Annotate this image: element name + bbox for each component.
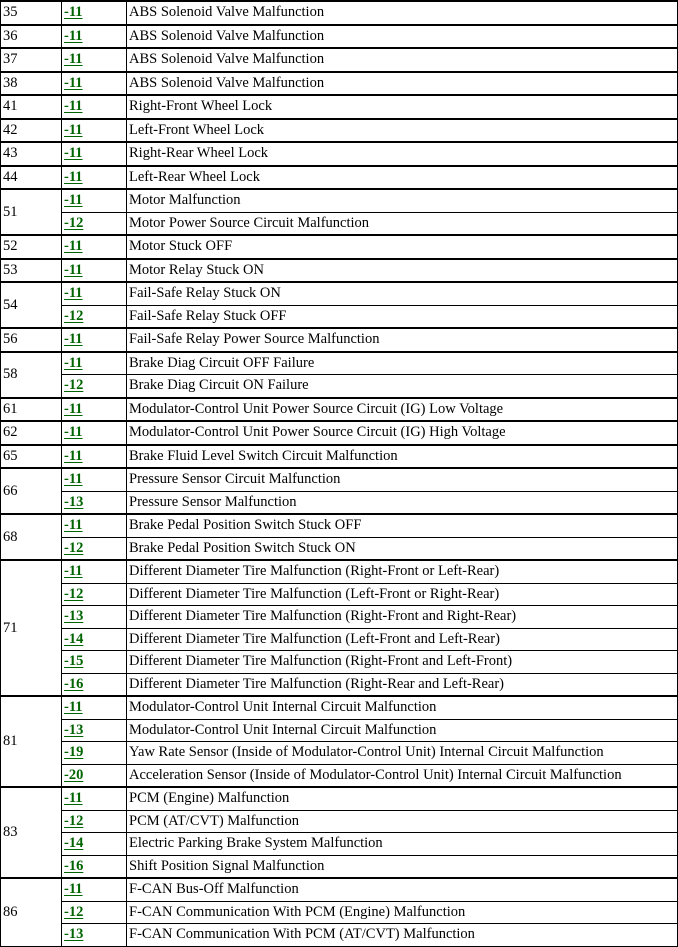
dtc-main-code: 71 <box>1 560 62 696</box>
dtc-group <box>1 235 678 259</box>
dtc-description: Right-Front Wheel Lock <box>127 95 678 119</box>
dtc-subcode-link[interactable]: -11 <box>64 261 83 278</box>
dtc-main-code: 35 <box>1 1 62 25</box>
table-row <box>1 282 678 305</box>
table-row <box>1 398 678 422</box>
dtc-main-code: 38 <box>1 72 62 96</box>
table-row <box>1 468 678 491</box>
dtc-description: Motor Relay Stuck ON <box>127 259 678 283</box>
dtc-subcode-link[interactable]: -11 <box>64 563 83 580</box>
dtc-group <box>1 259 678 283</box>
table-row <box>1 445 678 469</box>
dtc-subcode-link[interactable]: -12 <box>64 214 84 231</box>
dtc-description: Right-Rear Wheel Lock <box>127 142 678 166</box>
dtc-group <box>1 514 678 560</box>
dtc-subcode-link[interactable]: -11 <box>64 517 83 534</box>
dtc-subcode-link[interactable]: -13 <box>64 493 84 510</box>
dtc-description: PCM (AT/CVT) Malfunction <box>127 810 678 833</box>
dtc-main-code: 43 <box>1 142 62 166</box>
dtc-description: ABS Solenoid Valve Malfunction <box>127 1 678 25</box>
dtc-group <box>1 95 678 119</box>
dtc-subcode-link[interactable]: -11 <box>64 471 83 488</box>
dtc-subcode-cell <box>62 25 127 49</box>
table-row <box>1 855 678 878</box>
dtc-group <box>1 189 678 235</box>
table-row <box>1 742 678 765</box>
dtc-description: Fail-Safe Relay Power Source Malfunction <box>127 328 678 352</box>
dtc-main-code: 65 <box>1 445 62 469</box>
dtc-subcode-link[interactable]: -12 <box>64 377 84 394</box>
dtc-subcode-link[interactable]: -11 <box>64 400 83 417</box>
table-row <box>1 583 678 606</box>
dtc-main-code: 37 <box>1 48 62 72</box>
table-row <box>1 259 678 283</box>
dtc-subcode-link[interactable]: -13 <box>64 926 84 943</box>
dtc-subcode-cell <box>62 328 127 352</box>
dtc-group <box>1 696 678 787</box>
dtc-description: PCM (Engine) Malfunction <box>127 787 678 810</box>
dtc-description: ABS Solenoid Valve Malfunction <box>127 25 678 49</box>
dtc-description: Acceleration Sensor (Inside of Modulator-Control Unit) Internal Circuit Malfunction <box>127 764 678 787</box>
table-row <box>1 787 678 810</box>
dtc-subcode-link[interactable]: -11 <box>64 4 83 21</box>
dtc-subcode-cell <box>62 764 127 787</box>
dtc-group <box>1 328 678 352</box>
dtc-subcode-cell <box>62 212 127 235</box>
dtc-description: Different Diameter Tire Malfunction (Right-Front and Right-Rear) <box>127 606 678 629</box>
table-row <box>1 878 678 901</box>
dtc-subcode-link[interactable]: -11 <box>64 98 83 115</box>
dtc-description: Brake Fluid Level Switch Circuit Malfunction <box>127 445 678 469</box>
dtc-description: Brake Pedal Position Switch Stuck OFF <box>127 514 678 537</box>
dtc-subcode-link[interactable]: -11 <box>64 354 83 371</box>
dtc-subcode-link[interactable]: -11 <box>64 285 83 302</box>
dtc-subcode-link[interactable]: -11 <box>64 881 83 898</box>
dtc-group <box>1 445 678 469</box>
dtc-description: Modulator-Control Unit Internal Circuit Malfunction <box>127 696 678 719</box>
dtc-main-code: 44 <box>1 166 62 190</box>
dtc-group <box>1 878 678 946</box>
table-row <box>1 25 678 49</box>
dtc-main-code: 56 <box>1 328 62 352</box>
table-row <box>1 537 678 560</box>
dtc-subcode-cell <box>62 95 127 119</box>
dtc-subcode-cell <box>62 901 127 924</box>
dtc-description: ABS Solenoid Valve Malfunction <box>127 72 678 96</box>
dtc-group <box>1 119 678 143</box>
dtc-subcode-link[interactable]: -12 <box>64 903 84 920</box>
dtc-subcode-cell <box>62 696 127 719</box>
dtc-description: Shift Position Signal Malfunction <box>127 855 678 878</box>
table-row <box>1 514 678 537</box>
dtc-subcode-link[interactable]: -11 <box>64 51 83 68</box>
dtc-subcode-link[interactable]: -11 <box>64 699 83 716</box>
dtc-subcode-cell <box>62 651 127 674</box>
dtc-description: Different Diameter Tire Malfunction (Left-Front or Right-Rear) <box>127 583 678 606</box>
dtc-subcode-cell <box>62 189 127 212</box>
table-row <box>1 696 678 719</box>
dtc-main-code: 42 <box>1 119 62 143</box>
table-row <box>1 328 678 352</box>
dtc-description: Brake Diag Circuit ON Failure <box>127 375 678 398</box>
dtc-main-code: 81 <box>1 696 62 787</box>
dtc-group <box>1 142 678 166</box>
table-row <box>1 72 678 96</box>
dtc-subcode-link[interactable]: -13 <box>64 721 84 738</box>
dtc-subcode-cell <box>62 742 127 765</box>
dtc-description: Fail-Safe Relay Stuck OFF <box>127 305 678 328</box>
dtc-description: F-CAN Communication With PCM (Engine) Malfunction <box>127 901 678 924</box>
dtc-subcode-cell <box>62 514 127 537</box>
dtc-subcode-link[interactable]: -20 <box>64 766 84 783</box>
table-row <box>1 651 678 674</box>
dtc-description: Pressure Sensor Circuit Malfunction <box>127 468 678 491</box>
dtc-subcode-link[interactable]: -11 <box>64 74 83 91</box>
dtc-subcode-link[interactable]: -11 <box>64 168 83 185</box>
dtc-group <box>1 468 678 514</box>
dtc-description: Pressure Sensor Malfunction <box>127 491 678 514</box>
dtc-main-code: 36 <box>1 25 62 49</box>
dtc-subcode-link[interactable]: -14 <box>64 835 84 852</box>
dtc-subcode-cell <box>62 878 127 901</box>
dtc-main-code: 52 <box>1 235 62 259</box>
dtc-main-code: 66 <box>1 468 62 514</box>
dtc-subcode-cell <box>62 235 127 259</box>
dtc-main-code: 58 <box>1 352 62 398</box>
dtc-subcode-cell <box>62 787 127 810</box>
dtc-subcode-cell <box>62 924 127 947</box>
dtc-description: F-CAN Communication With PCM (AT/CVT) Malfunction <box>127 924 678 947</box>
dtc-subcode-link[interactable]: -19 <box>64 744 84 761</box>
dtc-group <box>1 787 678 878</box>
dtc-subcode-cell <box>62 1 127 25</box>
dtc-subcode-link[interactable]: -12 <box>64 307 84 324</box>
table-row <box>1 764 678 787</box>
dtc-subcode-cell <box>62 166 127 190</box>
dtc-subcode-cell <box>62 855 127 878</box>
dtc-subcode-link[interactable]: -13 <box>64 608 84 625</box>
dtc-main-code: 51 <box>1 189 62 235</box>
dtc-subcode-cell <box>62 305 127 328</box>
dtc-description: Modulator-Control Unit Power Source Circuit (IG) Low Voltage <box>127 398 678 422</box>
dtc-description: Different Diameter Tire Malfunction (Right-Rear and Left-Rear) <box>127 673 678 696</box>
dtc-main-code: 86 <box>1 878 62 946</box>
dtc-group <box>1 48 678 72</box>
dtc-description: Fail-Safe Relay Stuck ON <box>127 282 678 305</box>
dtc-main-code: 53 <box>1 259 62 283</box>
dtc-subcode-link[interactable]: -11 <box>64 790 83 807</box>
dtc-description: Left-Rear Wheel Lock <box>127 166 678 190</box>
dtc-description: ABS Solenoid Valve Malfunction <box>127 48 678 72</box>
dtc-main-code: 41 <box>1 95 62 119</box>
dtc-main-code: 83 <box>1 787 62 878</box>
dtc-subcode-link[interactable]: -11 <box>64 145 83 162</box>
table-row <box>1 142 678 166</box>
dtc-subcode-cell <box>62 810 127 833</box>
table-row <box>1 48 678 72</box>
dtc-description: Motor Power Source Circuit Malfunction <box>127 212 678 235</box>
dtc-group <box>1 421 678 445</box>
dtc-group <box>1 398 678 422</box>
table-row <box>1 375 678 398</box>
dtc-subcode-cell <box>62 537 127 560</box>
table-row <box>1 560 678 583</box>
dtc-subcode-cell <box>62 719 127 742</box>
dtc-description: Electric Parking Brake System Malfunction <box>127 833 678 856</box>
dtc-subcode-cell <box>62 282 127 305</box>
dtc-subcode-cell <box>62 259 127 283</box>
dtc-subcode-cell <box>62 375 127 398</box>
dtc-subcode-link[interactable]: -11 <box>64 121 83 138</box>
dtc-description: Brake Pedal Position Switch Stuck ON <box>127 537 678 560</box>
dtc-description: Left-Front Wheel Lock <box>127 119 678 143</box>
dtc-subcode-cell <box>62 560 127 583</box>
dtc-subcode-cell <box>62 468 127 491</box>
table-row <box>1 189 678 212</box>
dtc-subcode-cell <box>62 142 127 166</box>
dtc-main-code: 54 <box>1 282 62 328</box>
dtc-subcode-link[interactable]: -11 <box>64 27 83 44</box>
dtc-subcode-link[interactable]: -11 <box>64 331 83 348</box>
dtc-subcode-link[interactable]: -16 <box>64 675 84 692</box>
dtc-subcode-link[interactable]: -11 <box>64 238 83 255</box>
dtc-main-code: 68 <box>1 514 62 560</box>
dtc-subcode-cell <box>62 673 127 696</box>
dtc-subcode-link[interactable]: -11 <box>64 447 83 464</box>
dtc-subcode-cell <box>62 352 127 375</box>
dtc-description: Different Diameter Tire Malfunction (Right-Front or Left-Rear) <box>127 560 678 583</box>
table-row <box>1 119 678 143</box>
table-row <box>1 628 678 651</box>
table-row <box>1 810 678 833</box>
table-row <box>1 924 678 947</box>
table-row <box>1 673 678 696</box>
table-row <box>1 606 678 629</box>
table-row <box>1 235 678 259</box>
dtc-group <box>1 282 678 328</box>
dtc-subcode-cell <box>62 72 127 96</box>
dtc-group <box>1 72 678 96</box>
table-row <box>1 901 678 924</box>
dtc-description: Modulator-Control Unit Power Source Circuit (IG) High Voltage <box>127 421 678 445</box>
dtc-subcode-link[interactable]: -15 <box>64 653 84 670</box>
table-row <box>1 421 678 445</box>
dtc-group <box>1 25 678 49</box>
dtc-description: F-CAN Bus-Off Malfunction <box>127 878 678 901</box>
dtc-description: Brake Diag Circuit OFF Failure <box>127 352 678 375</box>
dtc-description: Different Diameter Tire Malfunction (Right-Front and Left-Front) <box>127 651 678 674</box>
dtc-main-code: 61 <box>1 398 62 422</box>
dtc-subcode-link[interactable]: -14 <box>64 630 84 647</box>
dtc-description: Motor Stuck OFF <box>127 235 678 259</box>
dtc-group <box>1 560 678 696</box>
dtc-subcode-link[interactable]: -12 <box>64 812 84 829</box>
table-row <box>1 1 678 25</box>
dtc-group <box>1 1 678 25</box>
dtc-description: Modulator-Control Unit Internal Circuit Malfunction <box>127 719 678 742</box>
dtc-description: Different Diameter Tire Malfunction (Left-Front and Left-Rear) <box>127 628 678 651</box>
dtc-subcode-cell <box>62 606 127 629</box>
table-row <box>1 166 678 190</box>
table-row <box>1 95 678 119</box>
dtc-subcode-cell <box>62 398 127 422</box>
dtc-subcode-link[interactable]: -12 <box>64 585 84 602</box>
dtc-subcode-cell <box>62 421 127 445</box>
dtc-description: Motor Malfunction <box>127 189 678 212</box>
dtc-subcode-cell <box>62 445 127 469</box>
dtc-group <box>1 352 678 398</box>
table-row <box>1 491 678 514</box>
dtc-subcode-link[interactable]: -11 <box>64 424 83 441</box>
dtc-subcode-link[interactable]: -12 <box>64 539 84 556</box>
dtc-subcode-cell <box>62 833 127 856</box>
table-row <box>1 352 678 375</box>
dtc-subcode-link[interactable]: -16 <box>64 857 84 874</box>
table-row <box>1 719 678 742</box>
dtc-subcode-cell <box>62 583 127 606</box>
table-row <box>1 305 678 328</box>
table-row <box>1 212 678 235</box>
dtc-subcode-cell <box>62 628 127 651</box>
dtc-subcode-cell <box>62 48 127 72</box>
dtc-subcode-cell <box>62 119 127 143</box>
table-row <box>1 833 678 856</box>
dtc-subcode-link[interactable]: -11 <box>64 192 83 209</box>
dtc-description: Yaw Rate Sensor (Inside of Modulator-Control Unit) Internal Circuit Malfunction <box>127 742 678 765</box>
dtc-subcode-cell <box>62 491 127 514</box>
dtc-group <box>1 166 678 190</box>
dtc-main-code: 62 <box>1 421 62 445</box>
